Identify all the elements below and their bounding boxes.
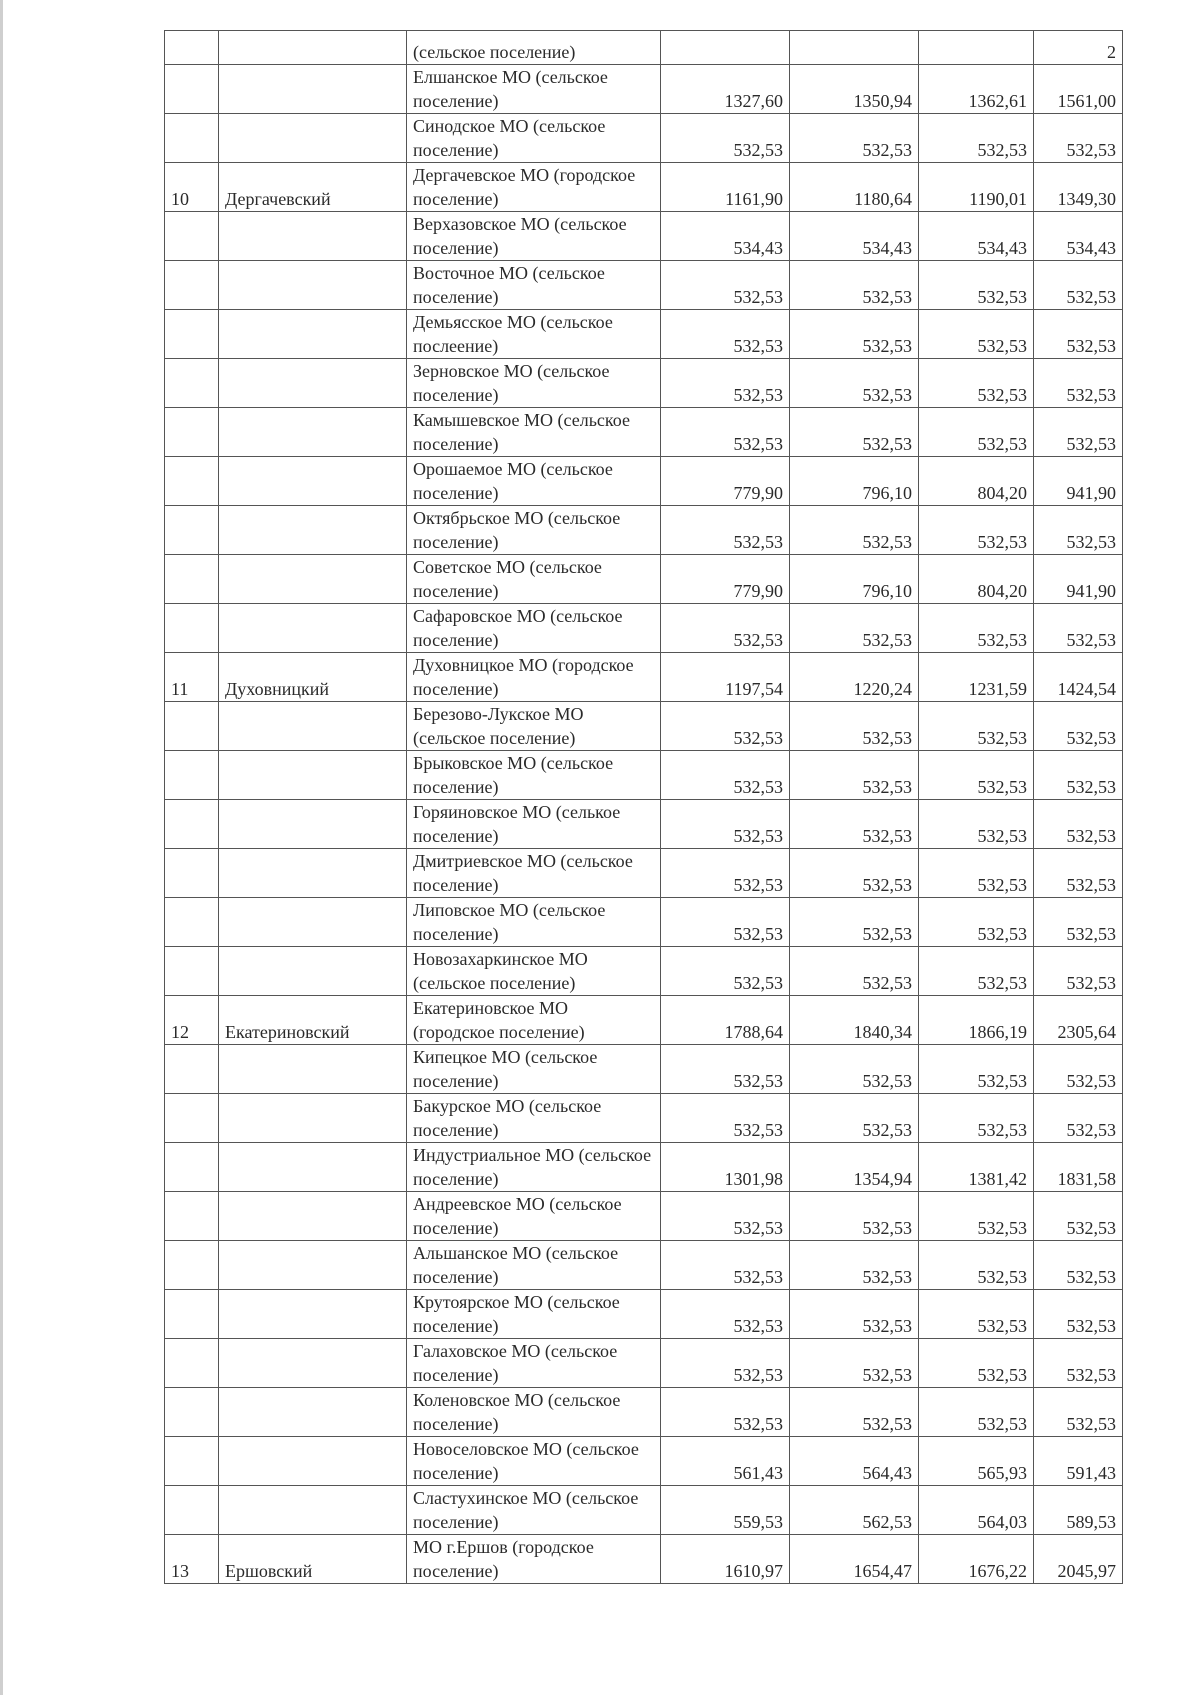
- value-col-4: 532,53: [1034, 849, 1123, 898]
- value-col-2: 1354,94: [790, 1143, 919, 1192]
- table-row: [165, 702, 1123, 751]
- value-col-4: 941,90: [1034, 457, 1123, 506]
- value-col-4: 532,53: [1034, 114, 1123, 163]
- municipality-name: Октябрьское МО (сельское поселение): [407, 506, 661, 555]
- row-number: [165, 1486, 219, 1535]
- value-col-3: 532,53: [919, 114, 1034, 163]
- value-col-3: 532,53: [919, 1045, 1034, 1094]
- district-name: [219, 359, 407, 408]
- municipality-name: Восточное МО (сельское поселение): [407, 261, 661, 310]
- value-col-3: 532,53: [919, 1192, 1034, 1241]
- value-col-3: 1866,19: [919, 996, 1034, 1045]
- row-number: [165, 261, 219, 310]
- row-number: [165, 1094, 219, 1143]
- table-row: [165, 1437, 1123, 1486]
- municipality-name: Крутоярское МО (сельское поселение): [407, 1290, 661, 1339]
- value-col-2: 532,53: [790, 800, 919, 849]
- value-col-2: 532,53: [790, 1290, 919, 1339]
- table-row: [165, 212, 1123, 261]
- row-number: [165, 849, 219, 898]
- municipality-name: Альшанское МО (сельское поселение): [407, 1241, 661, 1290]
- row-number: [165, 31, 219, 65]
- value-col-4: 532,53: [1034, 800, 1123, 849]
- district-name: [219, 310, 407, 359]
- value-col-4: 532,53: [1034, 1241, 1123, 1290]
- value-col-1: 532,53: [661, 114, 790, 163]
- table-row: [165, 31, 1123, 65]
- value-col-3: 1381,42: [919, 1143, 1034, 1192]
- row-number: [165, 457, 219, 506]
- value-col-4: 534,43: [1034, 212, 1123, 261]
- municipality-name: Горяиновское МО (селькое поселение): [407, 800, 661, 849]
- municipality-name: Липовское МО (сельское поселение): [407, 898, 661, 947]
- value-col-2: 532,53: [790, 604, 919, 653]
- value-col-2: 532,53: [790, 506, 919, 555]
- value-col-1: 561,43: [661, 1437, 790, 1486]
- district-name: [219, 1437, 407, 1486]
- municipality-name: Дергачевское МО (городское поселение): [407, 163, 661, 212]
- value-col-1: 532,53: [661, 1290, 790, 1339]
- table-row: [165, 65, 1123, 114]
- municipality-name: Сластухинское МО (сельское поселение): [407, 1486, 661, 1535]
- municipality-name: Дмитриевское МО (сельское поселение): [407, 849, 661, 898]
- value-col-2: 532,53: [790, 702, 919, 751]
- value-col-1: 532,53: [661, 898, 790, 947]
- value-col-1: 532,53: [661, 1045, 790, 1094]
- table-row: [165, 1192, 1123, 1241]
- value-col-3: 532,53: [919, 1290, 1034, 1339]
- row-number: [165, 555, 219, 604]
- value-col-1: 532,53: [661, 310, 790, 359]
- page-edge: [0, 0, 3, 1695]
- table-row: [165, 114, 1123, 163]
- value-col-2: 532,53: [790, 359, 919, 408]
- value-col-1: 779,90: [661, 457, 790, 506]
- value-col-2: 532,53: [790, 1045, 919, 1094]
- municipality-name: Коленовское МО (сельское поселение): [407, 1388, 661, 1437]
- value-col-3: 1362,61: [919, 65, 1034, 114]
- district-name: [219, 31, 407, 65]
- value-col-4: 532,53: [1034, 408, 1123, 457]
- value-col-1: 1610,97: [661, 1535, 790, 1584]
- value-col-3: 532,53: [919, 310, 1034, 359]
- value-col-4: 2: [1034, 31, 1123, 65]
- table-body: [165, 31, 1123, 1584]
- value-col-1: 1197,54: [661, 653, 790, 702]
- value-col-1: 532,53: [661, 359, 790, 408]
- value-col-4: 532,53: [1034, 1290, 1123, 1339]
- value-col-3: 532,53: [919, 261, 1034, 310]
- value-col-2: 532,53: [790, 751, 919, 800]
- municipality-name: Бакурское МО (сельское поселение): [407, 1094, 661, 1143]
- district-name: [219, 751, 407, 800]
- value-col-1: 532,53: [661, 1339, 790, 1388]
- value-col-3: 804,20: [919, 555, 1034, 604]
- table-row: [165, 800, 1123, 849]
- value-col-2: 1654,47: [790, 1535, 919, 1584]
- district-name: [219, 212, 407, 261]
- value-col-4: 532,53: [1034, 751, 1123, 800]
- budget-table: [164, 30, 1123, 1584]
- value-col-2: 1350,94: [790, 65, 919, 114]
- value-col-2: 564,43: [790, 1437, 919, 1486]
- value-col-4: 532,53: [1034, 1094, 1123, 1143]
- row-number: 13: [165, 1535, 219, 1584]
- value-col-4: 532,53: [1034, 1045, 1123, 1094]
- row-number: [165, 1437, 219, 1486]
- value-col-2: 532,53: [790, 310, 919, 359]
- row-number: [165, 1339, 219, 1388]
- value-col-3: 1231,59: [919, 653, 1034, 702]
- table-row: [165, 408, 1123, 457]
- table-row: [165, 1143, 1123, 1192]
- row-number: [165, 1192, 219, 1241]
- table-row: [165, 898, 1123, 947]
- district-name: [219, 1192, 407, 1241]
- value-col-3: 532,53: [919, 702, 1034, 751]
- table-row: [165, 310, 1123, 359]
- value-col-2: 1840,34: [790, 996, 919, 1045]
- row-number: [165, 751, 219, 800]
- district-name: [219, 1045, 407, 1094]
- value-col-4: 532,53: [1034, 1192, 1123, 1241]
- value-col-2: 532,53: [790, 1192, 919, 1241]
- district-name: [219, 408, 407, 457]
- value-col-1: 532,53: [661, 1241, 790, 1290]
- municipality-name: Синодское МО (сельское поселение): [407, 114, 661, 163]
- value-col-4: 941,90: [1034, 555, 1123, 604]
- value-col-2: [790, 31, 919, 65]
- value-col-3: 564,03: [919, 1486, 1034, 1535]
- value-col-3: 532,53: [919, 849, 1034, 898]
- municipality-name: Новоселовское МО (сельское поселение): [407, 1437, 661, 1486]
- value-col-4: 532,53: [1034, 702, 1123, 751]
- municipality-name: Сафаровское МО (сельское поселение): [407, 604, 661, 653]
- value-col-4: 532,53: [1034, 1339, 1123, 1388]
- value-col-3: 532,53: [919, 947, 1034, 996]
- value-col-3: 532,53: [919, 506, 1034, 555]
- table-row: [165, 261, 1123, 310]
- table-row: [165, 849, 1123, 898]
- row-number: [165, 604, 219, 653]
- value-col-3: [919, 31, 1034, 65]
- value-col-2: 532,53: [790, 898, 919, 947]
- row-number: [165, 114, 219, 163]
- value-col-3: 532,53: [919, 1241, 1034, 1290]
- value-col-1: 532,53: [661, 261, 790, 310]
- value-col-2: 532,53: [790, 1339, 919, 1388]
- row-number: [165, 506, 219, 555]
- value-col-3: 565,93: [919, 1437, 1034, 1486]
- row-number: [165, 310, 219, 359]
- municipality-name: Орошаемое МО (сельское поселение): [407, 457, 661, 506]
- value-col-4: 1561,00: [1034, 65, 1123, 114]
- district-name: [219, 1290, 407, 1339]
- municipality-name: Демьясское МО (сельское послеение): [407, 310, 661, 359]
- table-row: [165, 947, 1123, 996]
- row-number: [165, 1388, 219, 1437]
- table-row: [165, 555, 1123, 604]
- value-col-3: 1676,22: [919, 1535, 1034, 1584]
- district-name: [219, 1486, 407, 1535]
- value-col-4: 1424,54: [1034, 653, 1123, 702]
- value-col-3: 1190,01: [919, 163, 1034, 212]
- row-number: 12: [165, 996, 219, 1045]
- value-col-3: 532,53: [919, 898, 1034, 947]
- municipality-name: Березово-Лукское МО (сельское поселение): [407, 702, 661, 751]
- table-row: [165, 653, 1123, 702]
- table-row: [165, 506, 1123, 555]
- row-number: [165, 800, 219, 849]
- row-number: [165, 1290, 219, 1339]
- municipality-name: Зерновское МО (сельское поселение): [407, 359, 661, 408]
- row-number: [165, 408, 219, 457]
- municipality-name: Индустриальное МО (сельское поселение): [407, 1143, 661, 1192]
- value-col-3: 532,53: [919, 1094, 1034, 1143]
- row-number: 11: [165, 653, 219, 702]
- district-name: [219, 1094, 407, 1143]
- table-row: [165, 751, 1123, 800]
- value-col-1: 532,53: [661, 1094, 790, 1143]
- value-col-4: 532,53: [1034, 947, 1123, 996]
- value-col-2: 796,10: [790, 457, 919, 506]
- row-number: [165, 947, 219, 996]
- district-name: [219, 555, 407, 604]
- table-row: [165, 604, 1123, 653]
- municipality-name: (сельское поселение): [407, 31, 661, 65]
- table-row: [165, 1241, 1123, 1290]
- table-row: [165, 1339, 1123, 1388]
- row-number: [165, 65, 219, 114]
- value-col-1: 532,53: [661, 800, 790, 849]
- municipality-name: МО г.Ершов (городское поселение): [407, 1535, 661, 1584]
- value-col-2: 1180,64: [790, 163, 919, 212]
- value-col-1: 1301,98: [661, 1143, 790, 1192]
- district-name: [219, 849, 407, 898]
- value-col-1: 779,90: [661, 555, 790, 604]
- value-col-4: 532,53: [1034, 310, 1123, 359]
- value-col-1: 534,43: [661, 212, 790, 261]
- table-row: [165, 1388, 1123, 1437]
- district-name: Ершовский: [219, 1535, 407, 1584]
- value-col-4: 532,53: [1034, 898, 1123, 947]
- district-name: [219, 1339, 407, 1388]
- table-row: [165, 163, 1123, 212]
- value-col-2: 796,10: [790, 555, 919, 604]
- value-col-2: 532,53: [790, 1241, 919, 1290]
- municipality-name: Камышевское МО (сельское поселение): [407, 408, 661, 457]
- table-row: [165, 457, 1123, 506]
- value-col-1: 532,53: [661, 751, 790, 800]
- municipality-name: Кипецкое МО (сельское поселение): [407, 1045, 661, 1094]
- value-col-1: 532,53: [661, 1388, 790, 1437]
- municipality-name: Верхазовское МО (сельское поселение): [407, 212, 661, 261]
- value-col-4: 591,43: [1034, 1437, 1123, 1486]
- value-col-1: 1161,90: [661, 163, 790, 212]
- municipality-name: Советское МО (сельское поселение): [407, 555, 661, 604]
- district-name: Духовницкий: [219, 653, 407, 702]
- value-col-1: 1788,64: [661, 996, 790, 1045]
- table-row: [165, 996, 1123, 1045]
- value-col-4: 532,53: [1034, 506, 1123, 555]
- value-col-4: 532,53: [1034, 604, 1123, 653]
- table-row: [165, 359, 1123, 408]
- row-number: [165, 898, 219, 947]
- value-col-2: 532,53: [790, 947, 919, 996]
- municipality-name: Брыковское МО (сельское поселение): [407, 751, 661, 800]
- district-name: [219, 702, 407, 751]
- district-name: [219, 947, 407, 996]
- municipality-name: Новозахаркинское МО (сельское поселение): [407, 947, 661, 996]
- value-col-1: [661, 31, 790, 65]
- row-number: [165, 1143, 219, 1192]
- value-col-2: 532,53: [790, 261, 919, 310]
- table-row: [165, 1486, 1123, 1535]
- district-name: Дергачевский: [219, 163, 407, 212]
- value-col-2: 562,53: [790, 1486, 919, 1535]
- district-name: [219, 1143, 407, 1192]
- value-col-1: 532,53: [661, 849, 790, 898]
- value-col-4: 1349,30: [1034, 163, 1123, 212]
- row-number: [165, 359, 219, 408]
- district-name: [219, 1388, 407, 1437]
- row-number: [165, 1241, 219, 1290]
- table-row: [165, 1094, 1123, 1143]
- value-col-4: 2045,97: [1034, 1535, 1123, 1584]
- value-col-3: 532,53: [919, 1339, 1034, 1388]
- value-col-1: 532,53: [661, 1192, 790, 1241]
- municipality-name: Андреевское МО (сельское поселение): [407, 1192, 661, 1241]
- value-col-4: 532,53: [1034, 261, 1123, 310]
- municipality-name: Духовницкое МО (городское поселение): [407, 653, 661, 702]
- value-col-3: 532,53: [919, 359, 1034, 408]
- table-row: [165, 1535, 1123, 1584]
- district-name: Екатериновский: [219, 996, 407, 1045]
- district-name: [219, 506, 407, 555]
- table-row: [165, 1045, 1123, 1094]
- district-name: [219, 65, 407, 114]
- value-col-2: 1220,24: [790, 653, 919, 702]
- value-col-3: 532,53: [919, 751, 1034, 800]
- row-number: 10: [165, 163, 219, 212]
- value-col-2: 532,53: [790, 114, 919, 163]
- value-col-4: 1831,58: [1034, 1143, 1123, 1192]
- value-col-2: 532,53: [790, 1388, 919, 1437]
- row-number: [165, 702, 219, 751]
- row-number: [165, 212, 219, 261]
- value-col-3: 804,20: [919, 457, 1034, 506]
- value-col-1: 532,53: [661, 702, 790, 751]
- value-col-1: 532,53: [661, 408, 790, 457]
- municipality-name: Елшанское МО (сельское поселение): [407, 65, 661, 114]
- municipality-name: Екатериновское МО (городское поселение): [407, 996, 661, 1045]
- row-number: [165, 1045, 219, 1094]
- value-col-4: 2305,64: [1034, 996, 1123, 1045]
- value-col-1: 532,53: [661, 947, 790, 996]
- value-col-2: 532,53: [790, 408, 919, 457]
- value-col-3: 534,43: [919, 212, 1034, 261]
- municipality-name: Галаховское МО (сельское поселение): [407, 1339, 661, 1388]
- value-col-1: 532,53: [661, 604, 790, 653]
- value-col-1: 559,53: [661, 1486, 790, 1535]
- value-col-4: 532,53: [1034, 359, 1123, 408]
- value-col-2: 532,53: [790, 849, 919, 898]
- value-col-1: 532,53: [661, 506, 790, 555]
- table-row: [165, 1290, 1123, 1339]
- district-name: [219, 457, 407, 506]
- district-name: [219, 800, 407, 849]
- district-name: [219, 1241, 407, 1290]
- value-col-1: 1327,60: [661, 65, 790, 114]
- value-col-3: 532,53: [919, 604, 1034, 653]
- district-name: [219, 604, 407, 653]
- value-col-3: 532,53: [919, 800, 1034, 849]
- value-col-4: 532,53: [1034, 1388, 1123, 1437]
- value-col-4: 589,53: [1034, 1486, 1123, 1535]
- value-col-3: 532,53: [919, 408, 1034, 457]
- value-col-2: 534,43: [790, 212, 919, 261]
- value-col-3: 532,53: [919, 1388, 1034, 1437]
- district-name: [219, 114, 407, 163]
- value-col-2: 532,53: [790, 1094, 919, 1143]
- district-name: [219, 261, 407, 310]
- district-name: [219, 898, 407, 947]
